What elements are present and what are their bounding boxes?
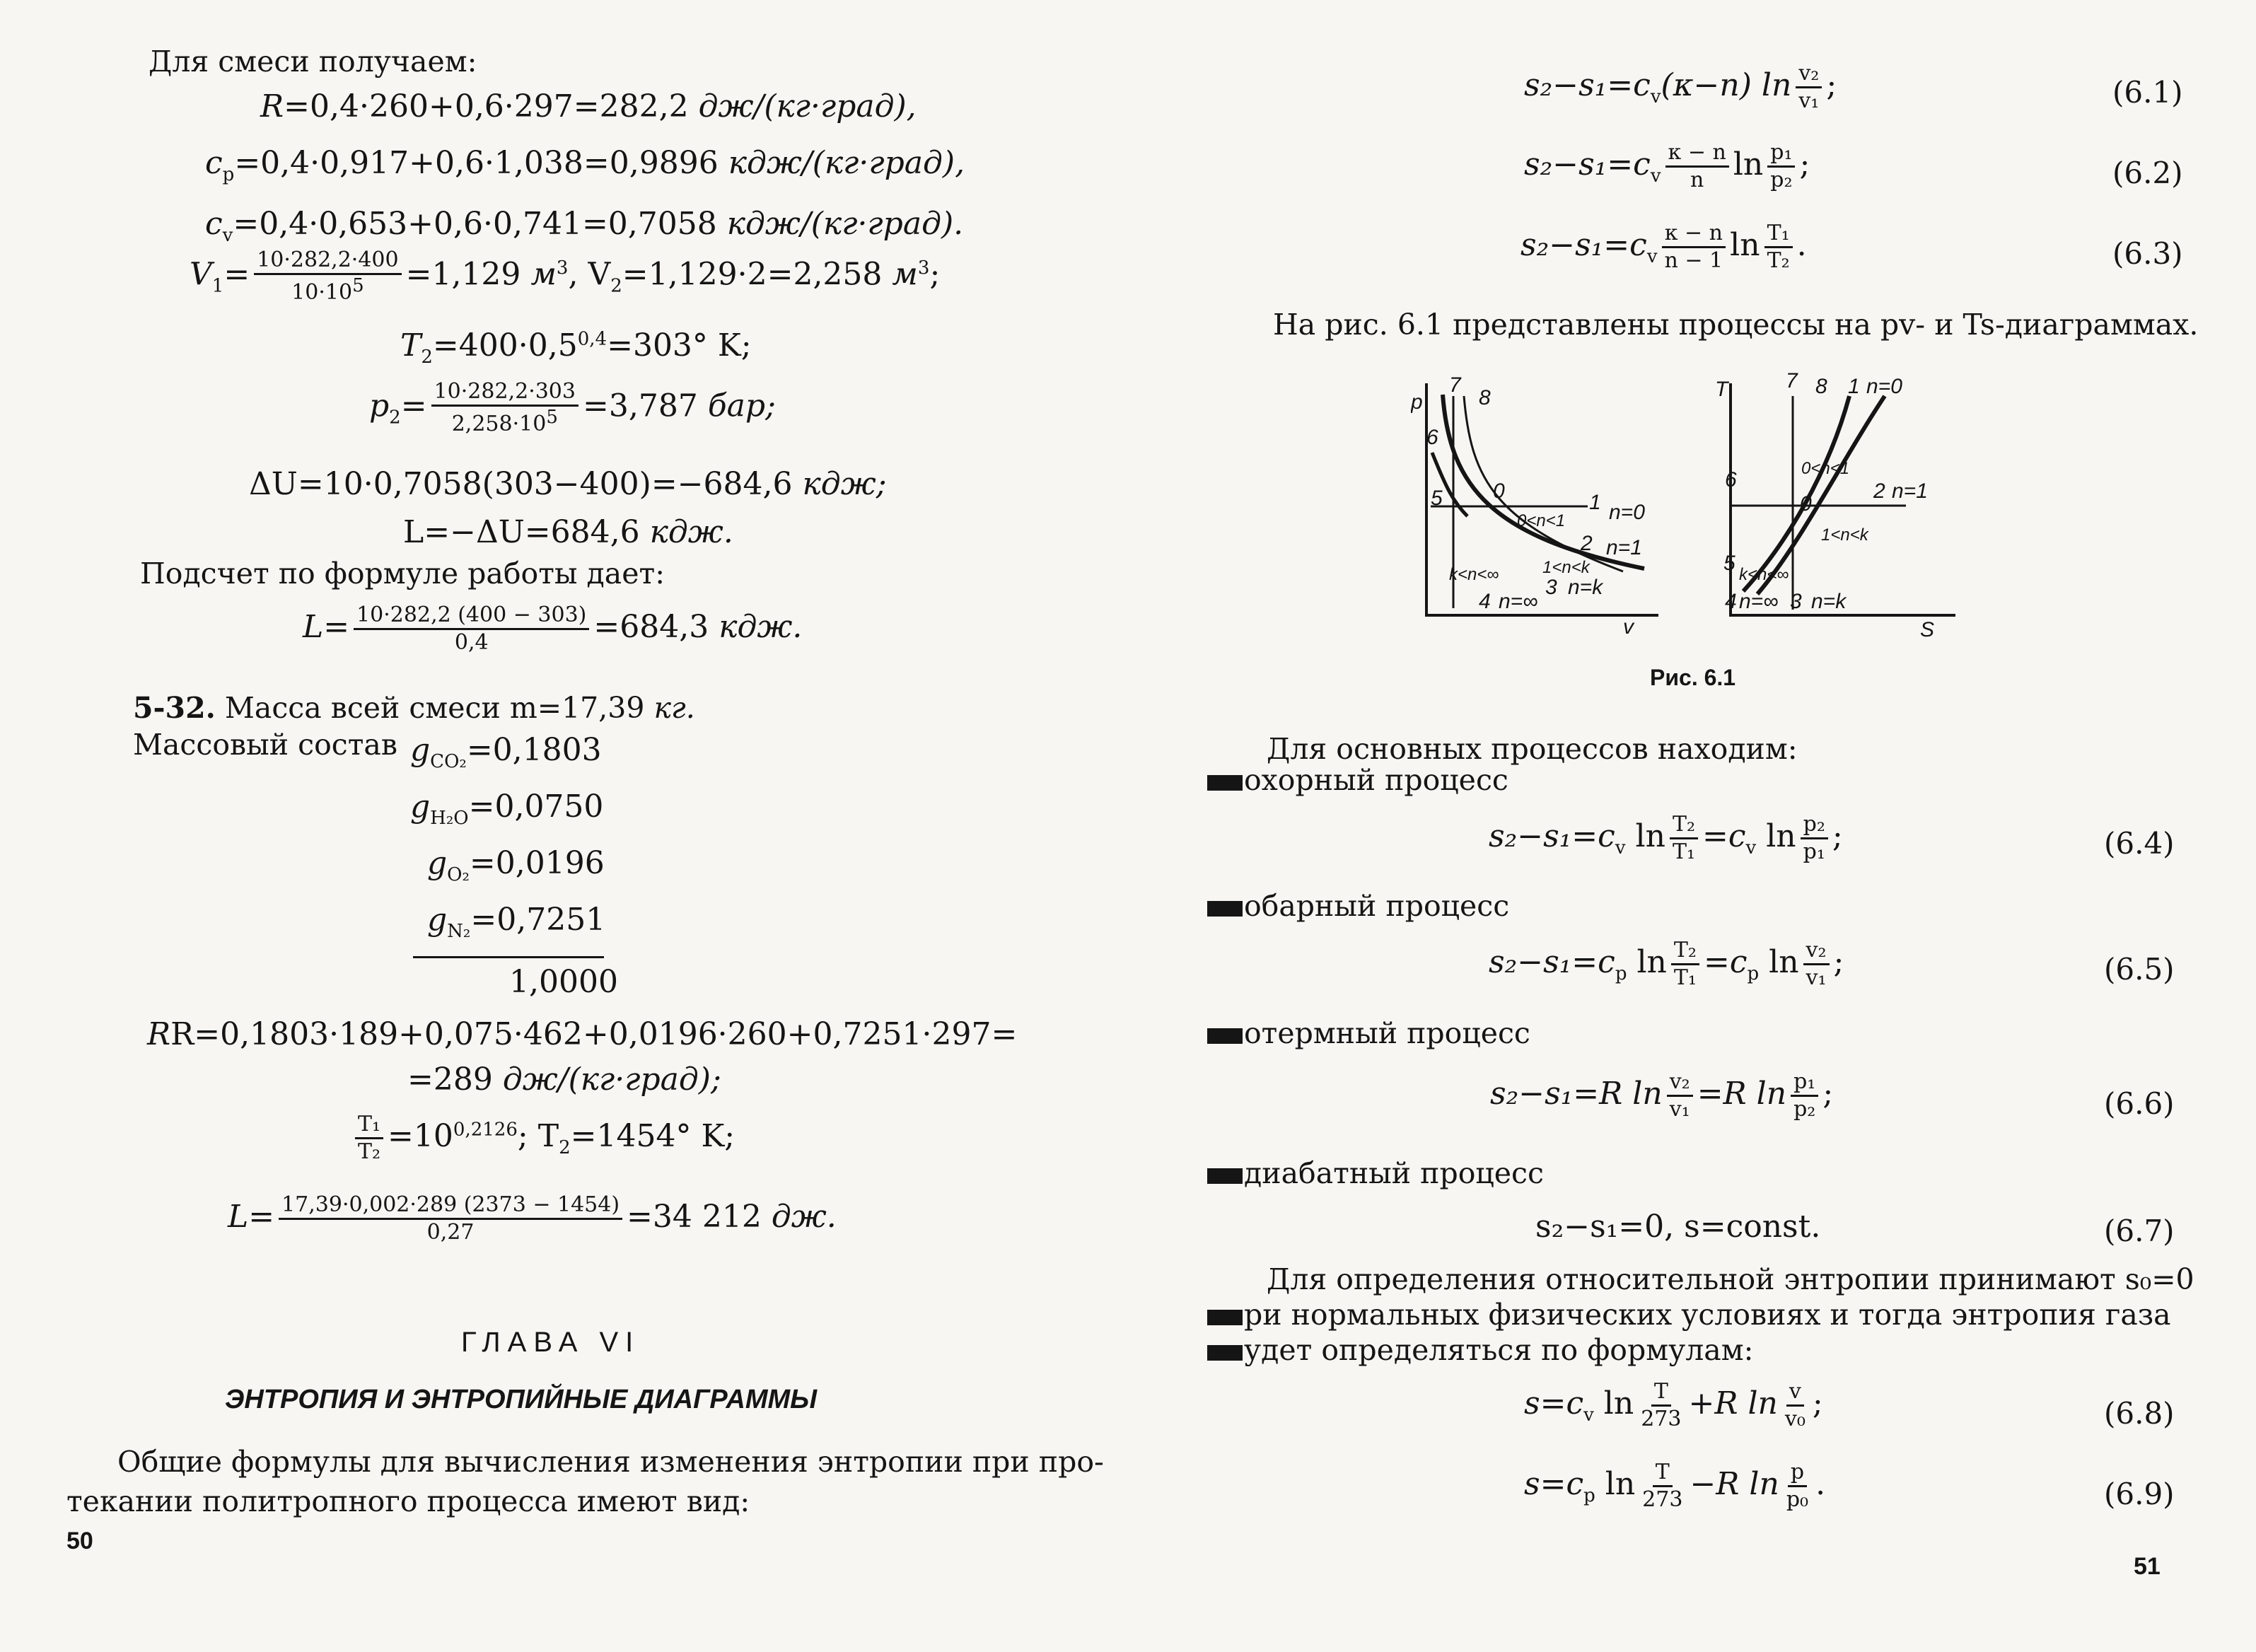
equation-6-6: s₂−s₁=R ln $\frac{\text{v₂}}{\text{v₁}}$ =R ln $\frac{\text{p₁}}{\text{p₂}}$ ;	[1490, 1069, 1834, 1122]
equation-t2: $T_2=400\cdot 0,5^{0,4}=303^\circ$ K;	[400, 327, 752, 368]
ts-diagram	[1715, 368, 2012, 665]
redaction-block	[1207, 1345, 1243, 1361]
equation-number-6-1: (6.1)	[2112, 75, 2183, 110]
pv-label-5: 5	[1431, 487, 1443, 510]
equation-6-8: $s=c_v$ ln $\frac{T}{273}$ +R ln $\frac{v}{\text{v₀}}$ ;	[1524, 1379, 1823, 1431]
equation-6-4: $s_2-s_1=c_v$ ln $\frac{\text{T₂}}{\text{T₁}}$ $=c_v$ ln $\frac{\text{p₂}}{\text{p₁}}$ ;	[1489, 812, 1843, 864]
ts-n-k: n=k	[1811, 590, 1847, 613]
right-page	[1128, 0, 2256, 1652]
pv-range-0-1: 0<n<1	[1517, 511, 1566, 530]
basic-processes-intro: Для основных процессов находим:	[1267, 732, 1798, 766]
equation-work-l3: L= $\frac{17,39\cdot 0,002\cdot 289 (2373 - 1454)}{0,27}$ =34 212 дж.	[228, 1192, 837, 1245]
ts-curve-n-0	[1757, 396, 1885, 594]
redaction-block	[1207, 775, 1243, 791]
redaction-block	[1207, 1168, 1243, 1184]
redaction-block	[1207, 1310, 1243, 1325]
ts-n-inf: n=∞	[1739, 590, 1779, 613]
mass-fraction-n2: $g_{N_2}=0,7251$	[427, 902, 606, 942]
relative-entropy-line-2: ри нормальных физических условиях и тогда энтропия газа	[1207, 1298, 2171, 1332]
relative-entropy-line-3: удет определяться по формулам:	[1207, 1334, 1753, 1367]
pv-curve-n-1	[1464, 396, 1623, 571]
ts-n-0: n=0	[1866, 375, 1902, 398]
isothermal-process-label: отермный процесс	[1207, 1017, 1530, 1050]
equation-number-6-9: (6.9)	[2104, 1477, 2175, 1511]
equation-number-6-3: (6.3)	[2112, 236, 2183, 271]
ts-label-2: 2	[1873, 479, 1885, 503]
work-calc-intro: Подсчет по формуле работы дает:	[140, 557, 665, 591]
equation-volume: $V_1=$ $\frac{10\cdot 282,2\cdot 400}{10\cdot 10^5}$ =1,129 $м^3$, $V_2=1,129\cdot 2=2,258$ $м^3$;	[190, 248, 941, 305]
ts-label-1: 1	[1848, 375, 1860, 398]
figure-intro: На рис. 6.1 представлены процессы на pv- и Ts-диаграммах.	[1273, 308, 2199, 342]
pv-n-1: n=1	[1606, 536, 1642, 559]
equation-number-6-4: (6.4)	[2104, 826, 2175, 861]
pv-label-2: 2	[1581, 532, 1593, 555]
ts-label-4: 4	[1725, 590, 1737, 613]
mixture-intro: Для смеси получаем:	[149, 45, 477, 78]
ts-diagram-container	[1715, 368, 2012, 665]
mass-total: 1,0000	[509, 964, 618, 1000]
equation-6-1: $s_2-s_1=c_v(\kappa-n)$ ln $\frac{\text{v₂}}{\text{v₁}}$ ;	[1524, 61, 1837, 113]
pv-label-4: 4	[1479, 590, 1491, 613]
redaction-block	[1207, 901, 1243, 917]
pv-range-k-inf: k<n<∞	[1449, 565, 1499, 584]
pv-axis-v: v	[1623, 615, 1634, 639]
pv-label-6: 6	[1426, 426, 1438, 449]
pv-n-0: n=0	[1609, 501, 1645, 524]
pv-diagram	[1411, 368, 1708, 665]
adiabatic-process-label: диабатный процесс	[1207, 1157, 1544, 1190]
chapter-title: ЭНТРОПИЯ И ЭНТРОПИЙНЫЕ ДИАГРАММЫ	[225, 1385, 818, 1414]
ts-label-5: 5	[1723, 552, 1735, 575]
equation-work-l2: L= $\frac{10\cdot 282,2 (400 - 303)}{0,4}$ =684,3 кдж.	[303, 603, 803, 655]
equation-r2-line1: RR=0,1803·189+0,075·462+0,0196·260+0,7251·297=	[147, 1016, 1018, 1052]
pv-n-k: n=k	[1568, 576, 1603, 599]
mass-fraction-o2: $g_{O_2}=0,0196$	[427, 845, 605, 885]
equation-6-3: $s_2-s_1=c_v$ $\frac{\kappa - n}{n - 1}$ ln $\frac{\text{T₁}}{\text{T₂}}$ .	[1521, 221, 1807, 273]
equation-temperature-ratio: $\frac{\text{T₁}}{\text{T₂}}$ $=10^{0,2126}$; $T_2=1454^\circ$ K;	[351, 1112, 735, 1165]
ts-label-8: 8	[1815, 375, 1827, 398]
mass-fraction-h2o: $g_{H_2O}=0,0750$	[410, 789, 604, 829]
pv-label-1: 1	[1589, 491, 1601, 514]
pv-n-inf: n=∞	[1499, 590, 1538, 613]
equation-cp: $c_p=0,4\cdot 0,917+0,6\cdot 1,038=0,9896$ кдж/(кг·град),	[205, 145, 965, 185]
equation-cv: $c_v=0,4\cdot 0,653+0,6\cdot 0,741=0,7058$ кдж/(кг·град).	[205, 206, 964, 246]
pv-label-3: 3	[1545, 576, 1557, 599]
equation-6-2: $s_2-s_1=c_v$ $\frac{\kappa - n}{n}$ ln $\frac{\text{p₁}}{\text{p₂}}$ ;	[1524, 140, 1810, 192]
equation-work-l1: L=−ΔU=684,6 кдж.	[403, 514, 733, 550]
ts-label-0: 0	[1800, 492, 1812, 516]
equation-number-6-7: (6.7)	[2104, 1214, 2175, 1248]
ts-axis-s: S	[1920, 618, 1935, 641]
pv-label-7: 7	[1449, 373, 1461, 397]
ts-range-1-k: 1<n<k	[1821, 525, 1868, 545]
ts-range-0-1: 0<n<1	[1801, 459, 1850, 478]
isobaric-process-label: обарный процесс	[1207, 890, 1509, 923]
equation-r2-line2: =289 дж/(кг·град);	[407, 1061, 721, 1098]
page-number-right: 51	[2134, 1553, 2161, 1580]
ts-axis-t: T	[1715, 378, 1728, 401]
ts-label-3: 3	[1790, 590, 1802, 613]
pv-axis-p: p	[1411, 390, 1423, 414]
equation-6-5: $s_2-s_1=c_p$ ln $\frac{\text{T₂}}{\text{T₁}}$ $=c_p$ ln $\frac{\text{v₂}}{\text{v₁}}$ ;	[1489, 938, 1844, 990]
paragraph-line-1: Общие формулы для вычисления изменения энтропии при про-	[117, 1445, 1104, 1479]
ts-range-k-inf: k<n<∞	[1739, 565, 1789, 584]
ts-n-1: n=1	[1892, 479, 1928, 503]
sum-rule	[413, 956, 604, 958]
ts-curve-n-1	[1743, 396, 1849, 591]
equation-gas-constant: R=0,4·260+0,6·297=282,2 дж/(кг·град),	[260, 88, 917, 124]
pv-label-0: 0	[1493, 479, 1505, 503]
pv-range-1-k: 1<n<k	[1542, 558, 1590, 577]
ts-label-7: 7	[1786, 369, 1798, 392]
mass-composition-label: Массовый состав	[133, 728, 397, 762]
mass-fraction-co2: $g_{CO_2}=0,1803$	[410, 732, 602, 772]
page-number-left: 50	[66, 1528, 93, 1554]
figure-caption: Рис. 6.1	[1650, 665, 1736, 690]
relative-entropy-line-1: Для определения относительной энтропии принимают s₀=0	[1267, 1262, 2194, 1296]
equation-number-6-2: (6.2)	[2112, 156, 2183, 190]
problem-5-32: 5-32. Масса всей смеси m=17,39 кг.	[133, 691, 695, 725]
redaction-block	[1207, 1028, 1243, 1044]
paragraph-line-2: текании политропного процесса имеют вид:	[66, 1484, 750, 1518]
pv-label-8: 8	[1479, 386, 1491, 409]
equation-6-7: s₂−s₁=0, s=const.	[1535, 1209, 1821, 1245]
figure-6-1	[1411, 368, 1708, 665]
isochoric-process-label: охорный процесс	[1207, 764, 1508, 797]
equation-delta-u: ΔU=10·0,7058(303−400)=−684,6 кдж;	[249, 466, 887, 502]
equation-number-6-5: (6.5)	[2104, 952, 2175, 987]
equation-p2: $p_2=$ $\frac{10\cdot 282,2\cdot 303}{2,258\cdot 10^5}$ =3,787 бар;	[369, 379, 776, 436]
equation-number-6-8: (6.8)	[2104, 1396, 2175, 1431]
ts-label-6: 6	[1725, 468, 1737, 491]
equation-6-9: $s=c_p$ ln $\frac{T}{273}$ −R ln $\frac{p}{\text{p₀}}$ .	[1524, 1460, 1826, 1512]
equation-number-6-6: (6.6)	[2104, 1086, 2175, 1121]
chapter-number: ГЛАВА VI	[461, 1327, 641, 1358]
